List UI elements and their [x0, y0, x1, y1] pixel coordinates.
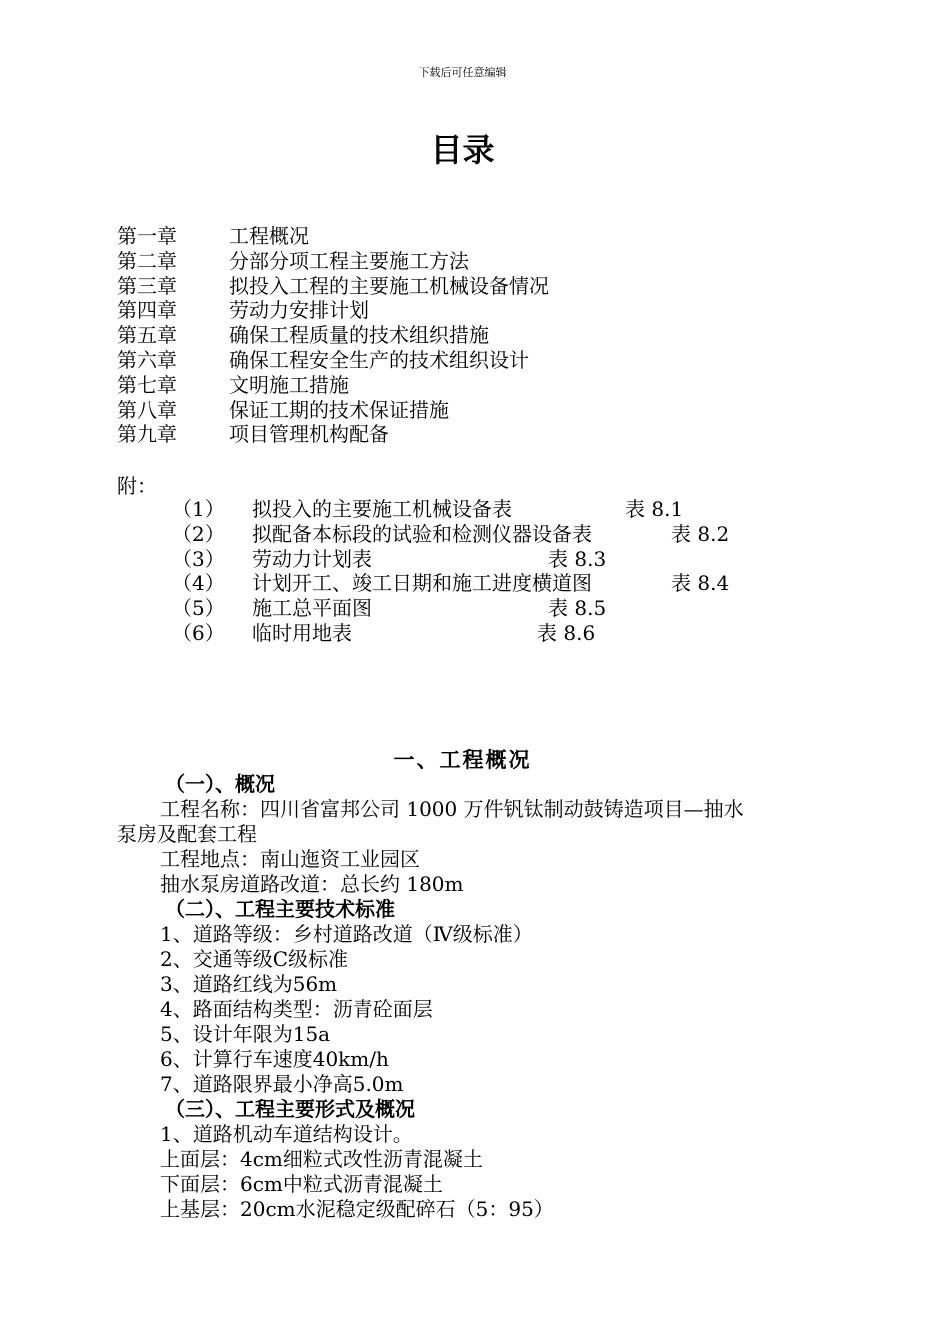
chapter-number: 第八章: [117, 397, 177, 422]
chapter-title: 工程概况: [229, 224, 309, 248]
standard-item: 2、交通等级C级标准: [160, 947, 349, 971]
structure-item: 下面层：6cm中粒式沥青混凝土: [160, 1172, 443, 1196]
road-length: 抽水泵房道路改道：总长约 180m: [160, 872, 464, 896]
appendix-title: 拟投入的主要施工机械设备表: [252, 497, 512, 521]
standard-item: 1、道路等级：乡村道路改道（Ⅳ级标准）: [160, 922, 533, 946]
chapter-title: 确保工程安全生产的技术组织设计: [229, 347, 529, 372]
appendix-label: 附：: [117, 474, 157, 498]
appendix-table-ref: 表 8.6: [537, 620, 596, 645]
chapter-number: 第一章: [117, 224, 177, 248]
chapter-number: 第七章: [117, 372, 177, 397]
chapter-title: 劳动力安排计划: [229, 298, 369, 323]
standard-item: 7、道路限界最小净高5.0m: [160, 1072, 404, 1096]
appendix-title: 计划开工、竣工日期和施工进度横道图: [252, 571, 592, 596]
toc-chapter-row: [117, 348, 549, 373]
project-name-line-2: 泵房及配套工程: [117, 822, 257, 846]
appendix-table-ref: 表 8.2: [671, 521, 730, 546]
chapter-title: 项目管理机构配备: [229, 422, 389, 447]
structure-item: 上基层：20cm水泥稳定级配碎石（5：95）: [160, 1197, 554, 1221]
appendix-table-ref: 表 8.4: [671, 571, 730, 596]
appendix-number: （3）: [172, 546, 225, 571]
toc-chapter-row: [117, 373, 549, 398]
chapter-number: 第五章: [117, 323, 177, 348]
appendix-number: （4）: [172, 571, 225, 596]
chapter-title: 分部分项工程主要施工方法: [229, 248, 469, 273]
chapter-title: 保证工期的技术保证措施: [229, 397, 449, 422]
page-header: 下载后可任意编辑: [418, 66, 507, 79]
appendix-title: 施工总平面图: [252, 596, 372, 621]
chapter-number: 第四章: [117, 298, 177, 323]
appendix-title: 劳动力计划表: [252, 546, 372, 571]
structure-item: 上面层：4cm细粒式改性沥青混凝土: [160, 1147, 483, 1171]
appendix-number: （2）: [172, 521, 225, 546]
section-title: 一、工程概况: [393, 748, 532, 772]
standard-item: 3、道路红线为56m: [160, 972, 338, 996]
chapter-title: 拟投入工程的主要施工机械设备情况: [229, 273, 549, 298]
sub-heading-structure: （三）、工程主要形式及概况: [165, 1097, 415, 1121]
toc-chapter-row: [117, 398, 549, 423]
toc-chapter-row: [117, 422, 549, 447]
project-name-line-1: 工程名称：四川省富邦公司 1000 万件钒钛制动鼓铸造项目—抽水: [160, 797, 744, 821]
sub-heading-overview: （一）、概况: [165, 772, 275, 796]
appendix-number: （6）: [172, 620, 225, 645]
toc-chapter-row: [117, 224, 549, 249]
chapter-title: 文明施工措施: [229, 372, 349, 397]
standard-item: 5、设计年限为15a: [160, 1022, 331, 1046]
sub-heading-standards: （二）、工程主要技术标准: [165, 897, 395, 921]
chapter-number: 第九章: [117, 422, 177, 447]
chapter-title: 确保工程质量的技术组织措施: [229, 323, 489, 348]
toc-chapter-row: [117, 274, 549, 299]
toc-chapter-row: [117, 249, 549, 274]
chapter-number: 第六章: [117, 347, 177, 372]
appendix-table-ref: 表 8.5: [548, 596, 607, 621]
appendix-title: 临时用地表: [252, 620, 352, 645]
standard-item: 4、路面结构类型：沥青砼面层: [160, 997, 433, 1021]
appendix-number: （1）: [172, 497, 225, 521]
appendix-title: 拟配备本标段的试验和检测仪器设备表: [252, 521, 592, 546]
toc-chapter-list: [117, 224, 549, 447]
structure-item: 1、道路机动车道结构设计。: [160, 1122, 413, 1146]
project-location: 工程地点：南山迤资工业园区: [160, 847, 420, 871]
chapter-number: 第二章: [117, 248, 177, 273]
appendix-table-ref: 表 8.3: [548, 546, 607, 571]
appendix-number: （5）: [172, 596, 225, 621]
toc-title: 目录: [430, 131, 495, 169]
toc-chapter-row: [117, 323, 549, 348]
standard-item: 6、计算行车速度40km/h: [160, 1047, 389, 1071]
toc-chapter-row: [117, 298, 549, 323]
appendix-table-ref: 表 8.1: [625, 497, 684, 521]
chapter-number: 第三章: [117, 273, 177, 298]
